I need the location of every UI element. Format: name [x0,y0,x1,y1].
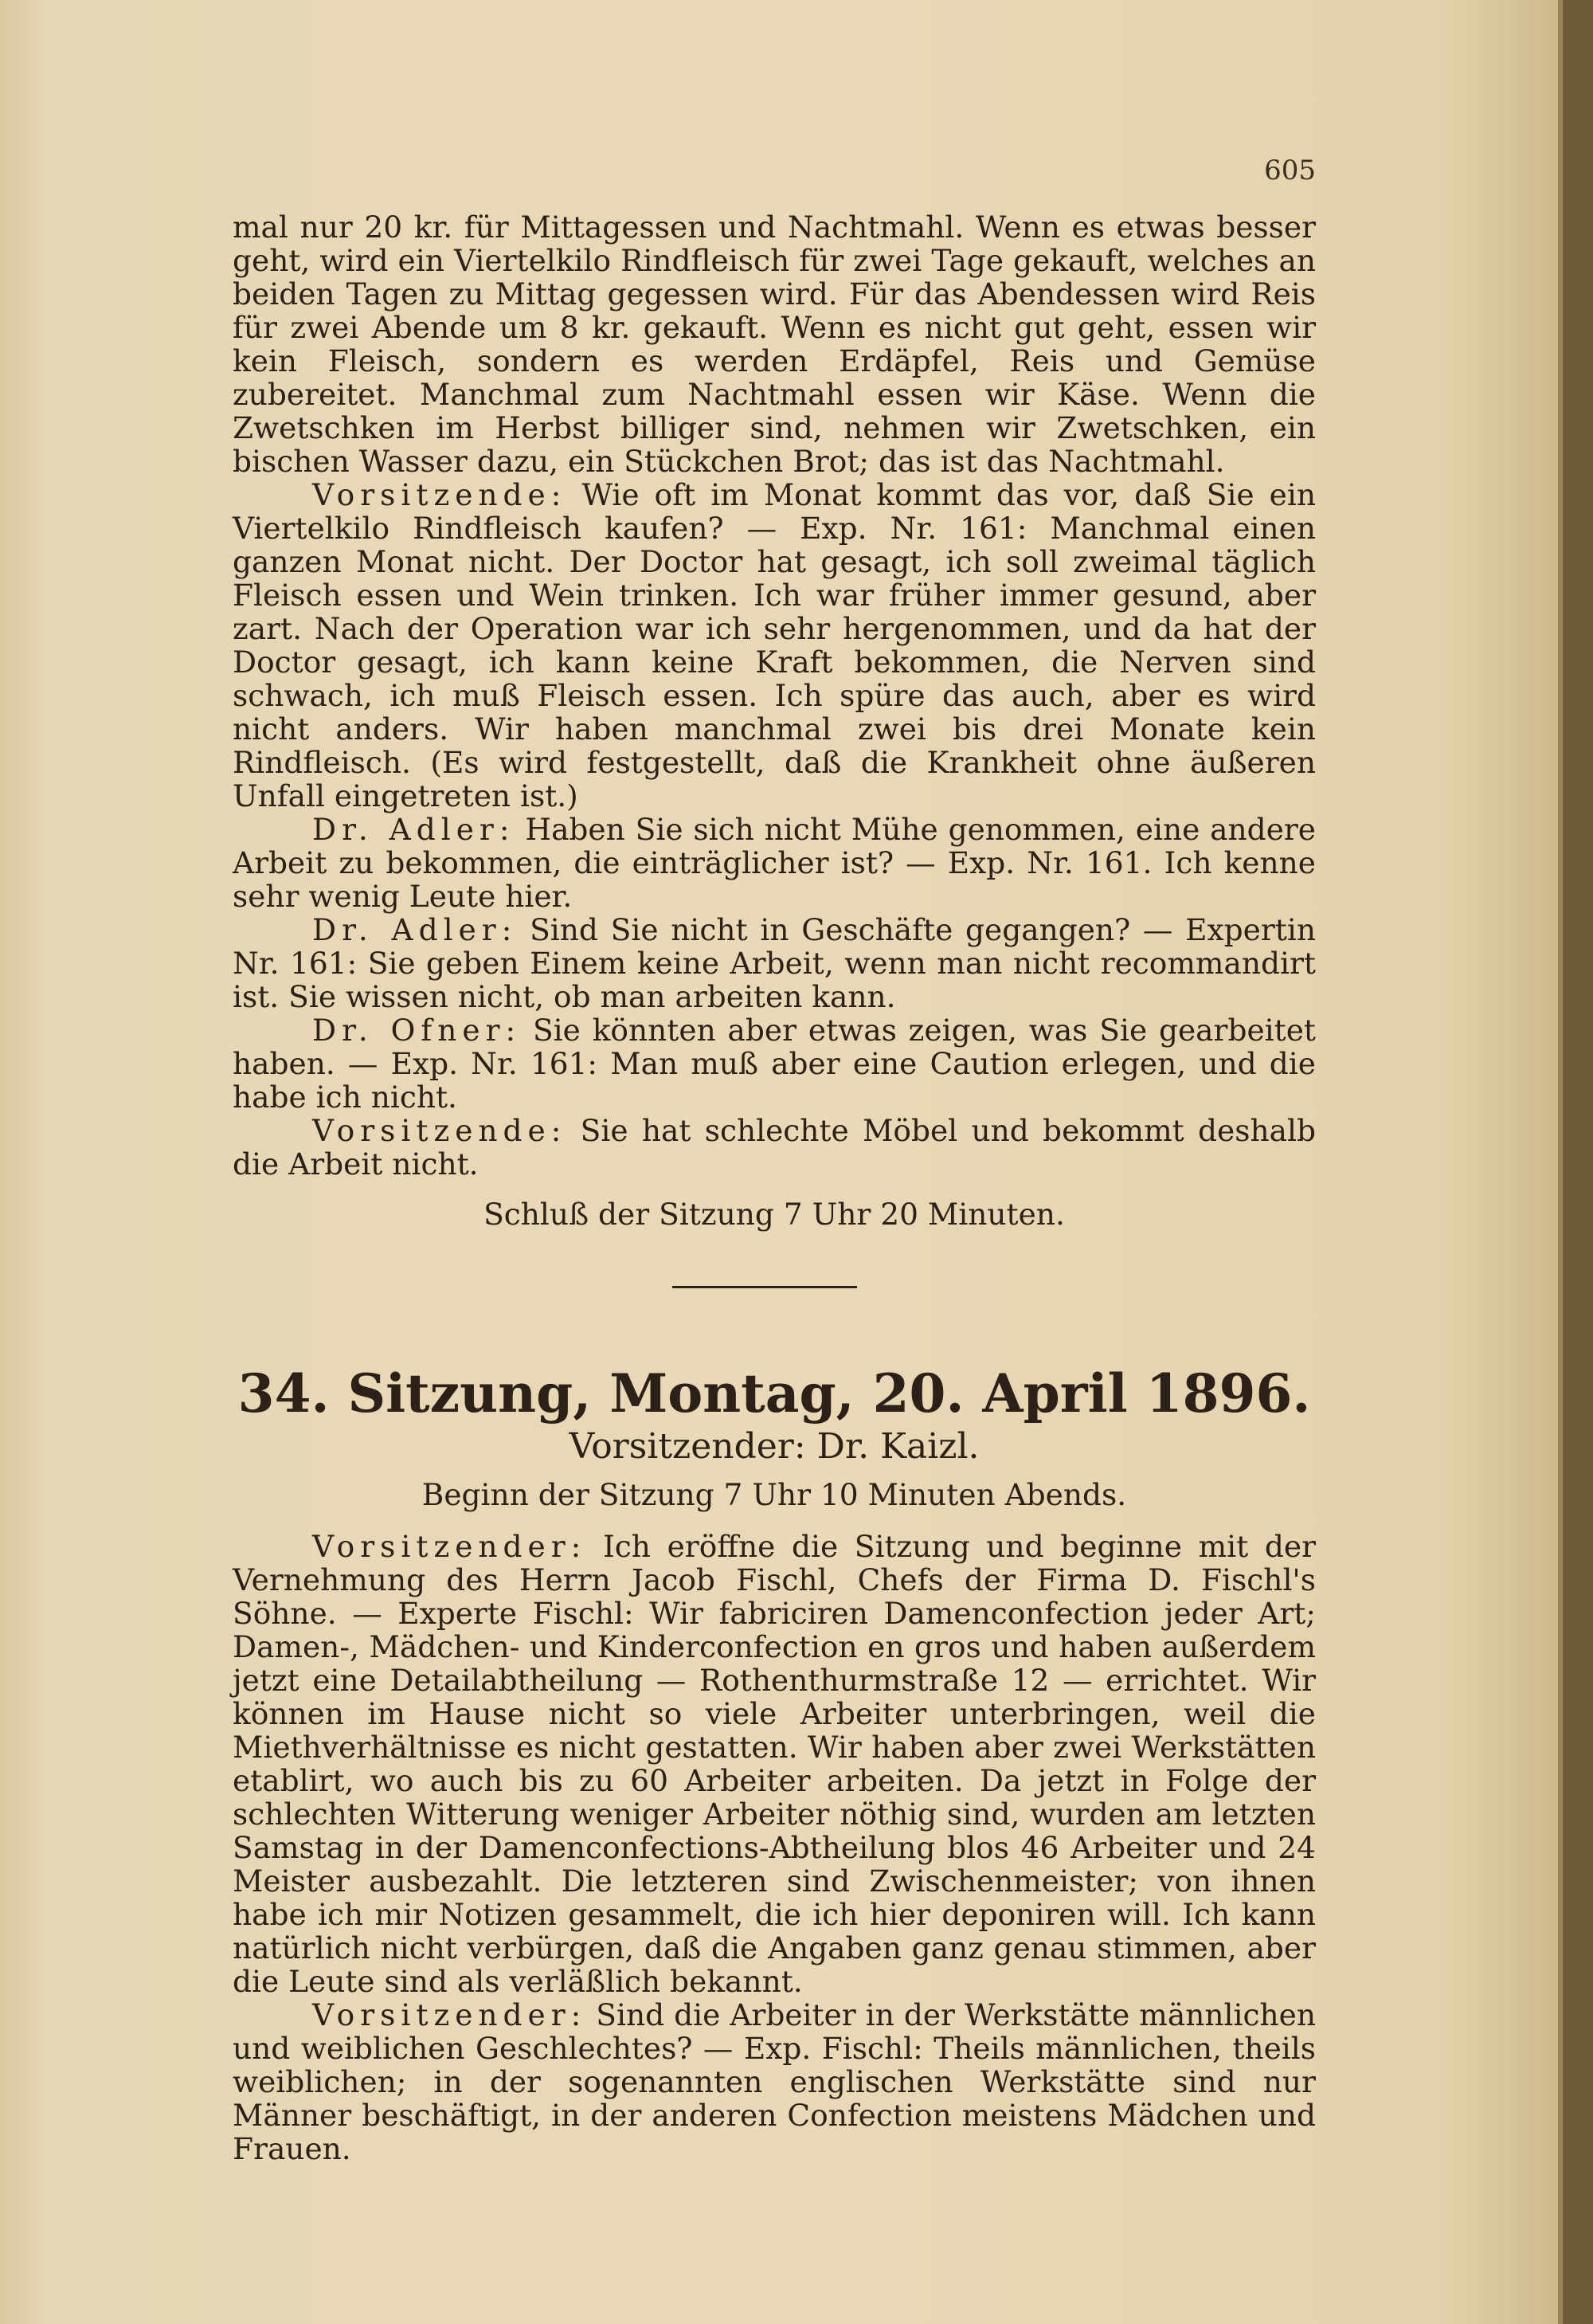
paragraph-7 [233,1530,1316,1998]
paragraph-4 [233,913,1316,1013]
paragraph-text: Wie oft im Monat kommt das vor, daß Sie ein Viertelkilo Rindfleisch kaufen? — Exp. Nr. 161: Manchmal einen ganzen Monat nicht. Der Doctor hat gesagt, ich soll zweimal täglich Fleisch essen und Wein trinken. Ich war früher immer gesund, aber zart. Nach der Operation war ich sehr hergenommen, und da hat der Doctor gesagt, ich kann keine Kraft bekommen, die Nerven sind schwach, ich muß Fleisch essen. Ich spüre das auch, aber es wird nicht anders. Wir haben manchmal zwei bis drei Monate kein Rindfleisch. (Es wird festgestellt, daß die Krankheit ohne äußeren Unfall eingetreten ist.) [233,477,1316,813]
section-one-body [233,210,1316,1232]
speaker-label: Dr. Adler: [312,912,518,947]
paragraph-text: Sind Sie nicht in Geschäfte gegangen? — Expertin Nr. 161: Sie geben Einem keine Arbeit, wenn man nicht recommandirt ist. Sie wissen nicht, ob man arbeiten kann. [233,912,1316,1014]
paragraph-8 [233,1998,1316,2165]
speaker-label: Dr. Adler: [312,812,515,847]
closing-line: Schluß der Sitzung 7 Uhr 20 Minuten. [483,1197,1065,1232]
section-two-body [233,1530,1316,2165]
paragraph-1 [233,210,1316,478]
begin-line: Beginn der Sitzung 7 Uhr 10 Minuten Abends. [421,1477,1127,1512]
section-divider [672,1286,857,1288]
paragraph-3 [233,813,1316,913]
paragraph-6 [233,1114,1316,1181]
paragraph-5 [233,1013,1316,1114]
speaker-label: Vorsitzender: [312,1529,587,1564]
speaker-label: Vorsitzende: [312,1113,567,1148]
paragraph-2 [233,478,1316,813]
chair-line: Vorsitzender: Dr. Kaizl. [569,1426,980,1467]
paragraph-text: Sie könnten aber etwas zeigen, was Sie gearbeitet haben. — Exp. Nr. 161: Man muß aber eine Caution erlegen, und die habe ich nicht. [233,1013,1316,1115]
session-heading: 34. Sitzung, Montag, 20. April 1896. [237,1362,1311,1425]
paragraph-text: mal nur 20 kr. für Mittagessen und Nachtmahl. Wenn es etwas besser geht, wird ein Viertelkilo Rindfleisch für zwei Tage gekauft, welches an beiden Tagen zu Mittag gegessen wird. Für das Abendessen wird Reis für zwei Abende um 8 kr. gekauft. Wenn es nicht gut geht, essen wir kein Fleisch, sondern es werden Erdäpfel, Reis und Gemüse zubereitet. Manchmal zum Nachtmahl essen wir Käse. Wenn die Zwetschken im Herbst billiger sind, nehmen wir Zwetschken, ein bischen Wasser dazu, ein Stückchen Brot; das ist das Nachtmahl. [233,210,1316,479]
speaker-label: Vorsitzende: [312,477,567,512]
speaker-label: Dr. Ofner: [312,1013,522,1048]
paragraph-text: Haben Sie sich nicht Mühe genommen, eine andere Arbeit zu bekommen, die einträglicher ist? — Exp. Nr. 161. Ich kenne sehr wenig Leute hier. [233,812,1317,914]
speaker-label: Vorsitzender: [312,1997,587,2032]
page-number: 605 [1264,155,1316,186]
paragraph-text: Ich eröffne die Sitzung und beginne mit der Vernehmung des Herrn Jacob Fischl, Chefs der Firma D. Fischl's Söhne. — Experte Fischl: Wir fabriciren Damenconfection jeder Art; Damen-, Mädchen- und Kinderconfection en gros und haben außerdem jetzt eine Detailabtheilung — Rothenthurmstraße 12 — errichtet. Wir können im Hause nicht so viele Arbeiter unterbringen, weil die Miethverhältnisse es nicht gestatten. Wir haben aber zwei Werkstätten etablirt, wo auch bis zu 60 Arbeiter arbeiten. Da jetzt in Folge der schlechten Witterung weniger Arbeiter nöthig sind, wurden am letzten Samstag in der Damenconfections-Abtheilung blos 46 Arbeiter und 24 Meister ausbezahlt. Die letzteren sind Zwischenmeister; von ihnen habe ich mir Notizen gesammelt, die ich hier deponiren will. Ich kann natürlich nicht verbürgen, daß die Angaben ganz genau stimmen, aber die Leute sind als verläßlich bekannt. [233,1529,1316,1999]
paragraph-text: Sind die Arbeiter in der Werkstätte männlichen und weiblichen Geschlechtes? — Exp. Fischl: Theils männlichen, theils weiblichen; in der sogenannten englischen Werkstätte sind nur Männer beschäftigt, in der anderen Confection meistens Mädchen und Frauen. [233,1997,1316,2166]
paragraph-text: Sie hat schlechte Möbel und bekommt deshalb die Arbeit nicht. [233,1113,1316,1182]
